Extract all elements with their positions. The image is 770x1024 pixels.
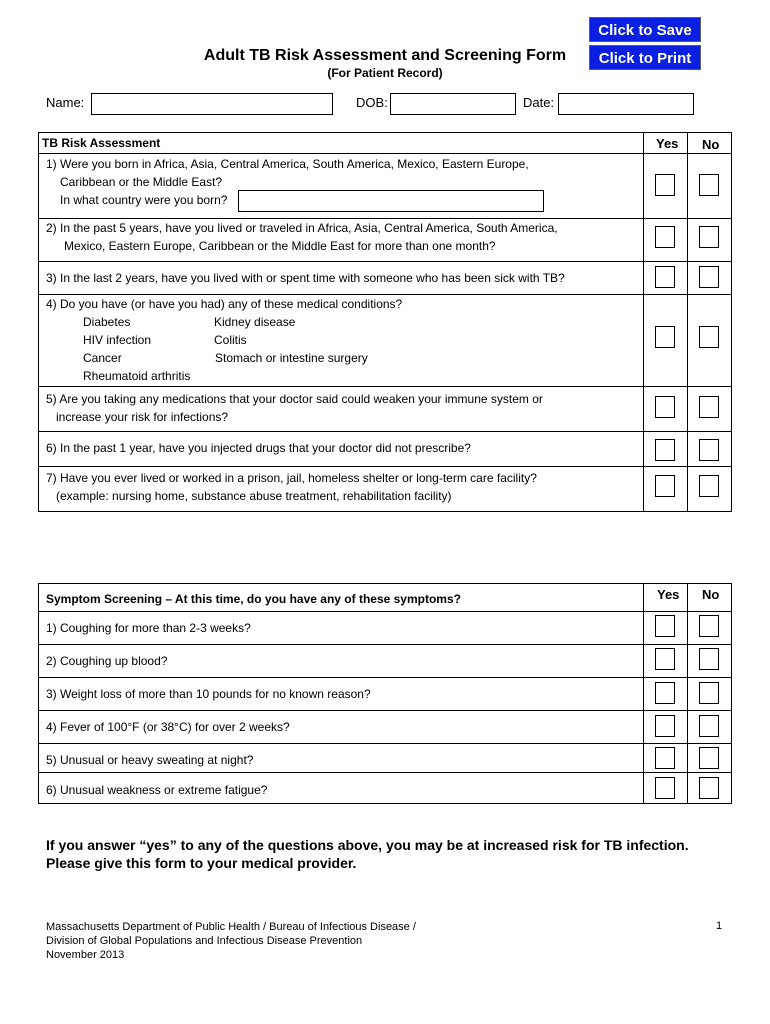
symptom-4-no-checkbox[interactable] (699, 715, 719, 737)
dob-label: DOB: (356, 95, 388, 110)
condition-item: Cancer (83, 351, 122, 365)
symptom-1-yes-checkbox[interactable] (655, 615, 675, 637)
symptom-3-no-checkbox[interactable] (699, 682, 719, 704)
risk-q6-yes-checkbox[interactable] (655, 439, 675, 461)
risk-question-1-line2: Caribbean or the Middle East? (60, 175, 223, 189)
page-number: 1 (716, 920, 723, 932)
risk-question-3: 3) In the last 2 years, have you lived with or spent time with someone who has been sick with TB? (46, 271, 565, 285)
risk-q5-yes-checkbox[interactable] (655, 396, 675, 418)
risk-q7-yes-checkbox[interactable] (655, 475, 675, 497)
symptom-no-header: No (702, 587, 720, 602)
symptom-5-no-checkbox[interactable] (699, 747, 719, 769)
condition-item: Diabetes (83, 315, 131, 329)
risk-question-6: 6) In the past 1 year, have you injected drugs that your doctor did not prescribe? (46, 441, 471, 455)
risk-q7-no-checkbox[interactable] (699, 475, 719, 497)
symptom-yes-header: Yes (657, 587, 680, 602)
condition-item: Stomach or intestine surgery (215, 351, 368, 365)
risk-q5-no-checkbox[interactable] (699, 396, 719, 418)
risk-question-7: 7) Have you ever lived or worked in a prison, jail, homeless shelter or long-term care facility? (46, 471, 537, 485)
symptom-item: 6) Unusual weakness or extreme fatigue? (46, 783, 268, 797)
symptom-1-no-checkbox[interactable] (699, 615, 719, 637)
symptom-4-yes-checkbox[interactable] (655, 715, 675, 737)
risk-q1-no-checkbox[interactable] (699, 174, 719, 196)
symptom-item: 5) Unusual or heavy sweating at night? (46, 753, 254, 767)
symptom-6-no-checkbox[interactable] (699, 777, 719, 799)
risk-question-5: 5) Are you taking any medications that your doctor said could weaken your immune system or (46, 392, 543, 406)
symptom-3-yes-checkbox[interactable] (655, 682, 675, 704)
risk-q6-no-checkbox[interactable] (699, 439, 719, 461)
condition-item: Rheumatoid arthritis (83, 369, 191, 383)
condition-item: HIV infection (83, 333, 152, 347)
condition-item: Kidney disease (214, 315, 296, 329)
symptom-screening-header: Symptom Screening – At this time, do you have any of these symptoms? (46, 592, 461, 606)
risk-question-4: 4) Do you have (or have you had) any of these medical conditions? (46, 297, 403, 311)
symptom-item: 4) Fever of 100°F (or 38°C) for over 2 weeks? (46, 720, 290, 734)
name-field[interactable] (91, 93, 333, 115)
risk-question-5-line2: increase your risk for infections? (56, 410, 229, 424)
risk-q4-yes-checkbox[interactable] (655, 326, 675, 348)
symptom-item: 1) Coughing for more than 2-3 weeks? (46, 621, 251, 635)
save-button[interactable]: Click to Save (589, 17, 701, 42)
risk-notice-line2: Please give this form to your medical provider. (46, 855, 357, 871)
footer-org-line1: Massachusetts Department of Public Health / Bureau of Infectious Disease / (46, 921, 416, 933)
risk-q4-no-checkbox[interactable] (699, 326, 719, 348)
risk-q2-yes-checkbox[interactable] (655, 226, 675, 248)
name-label: Name: (46, 95, 85, 110)
page-title: Adult TB Risk Assessment and Screening Form (203, 47, 567, 64)
dob-field[interactable] (390, 93, 516, 115)
risk-question-1-line3: In what country were you born? (60, 193, 228, 207)
risk-yes-header: Yes (656, 136, 679, 151)
print-button[interactable]: Click to Print (589, 45, 701, 70)
footer-date: November 2013 (46, 949, 125, 961)
symptom-item: 3) Weight loss of more than 10 pounds for no known reason? (46, 687, 371, 701)
risk-q2-no-checkbox[interactable] (699, 226, 719, 248)
date-field[interactable] (558, 93, 694, 115)
risk-question-7-line2: (example: nursing home, substance abuse treatment, rehabilitation facility) (56, 489, 452, 503)
risk-question-1: 1) Were you born in Africa, Asia, Central America, South America, Mexico, Eastern Europe, (46, 157, 529, 171)
birth-country-field[interactable] (238, 190, 544, 212)
risk-question-2: 2) In the past 5 years, have you lived or traveled in Africa, Asia, Central America, South America, (46, 221, 558, 235)
symptom-2-no-checkbox[interactable] (699, 648, 719, 670)
condition-item: Colitis (214, 333, 247, 347)
risk-q3-no-checkbox[interactable] (699, 266, 719, 288)
symptom-item: 2) Coughing up blood? (46, 654, 168, 668)
risk-q1-yes-checkbox[interactable] (655, 174, 675, 196)
page-subtitle: (For Patient Record) (327, 66, 443, 80)
date-label: Date: (523, 95, 555, 110)
symptom-5-yes-checkbox[interactable] (655, 747, 675, 769)
risk-assessment-header: TB Risk Assessment (42, 136, 161, 150)
footer-org-line2: Division of Global Populations and Infectious Disease Prevention (46, 935, 363, 947)
risk-q3-yes-checkbox[interactable] (655, 266, 675, 288)
symptom-2-yes-checkbox[interactable] (655, 648, 675, 670)
risk-no-header: No (702, 137, 720, 152)
risk-question-2-line2: Mexico, Eastern Europe, Caribbean or the Middle East for more than one month? (64, 239, 496, 253)
risk-notice-line1: If you answer “yes” to any of the questions above, you may be at increased risk for TB infection. (46, 837, 689, 853)
symptom-6-yes-checkbox[interactable] (655, 777, 675, 799)
